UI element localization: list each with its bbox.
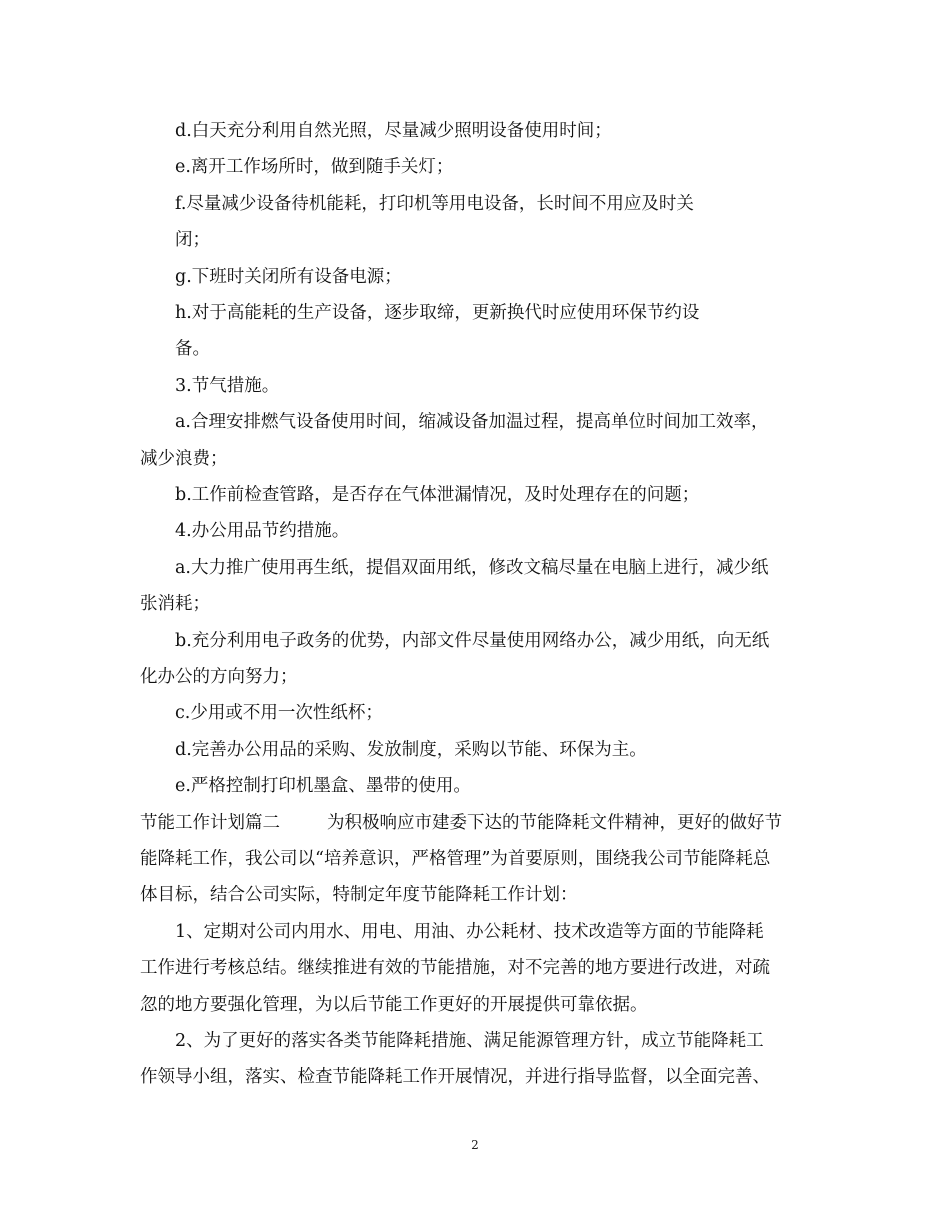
text-line: 体目标，结合公司实际，特制定年度节能降耗工作计划： bbox=[140, 885, 578, 905]
text-line: d.完善办公用品的采购、发放制度，采购以节能、环保为主。 bbox=[175, 740, 647, 760]
article-heading-row bbox=[140, 812, 782, 834]
section-heading: 4.办公用品节约措施。 bbox=[175, 521, 350, 541]
text-line: 闭； bbox=[175, 230, 210, 250]
text-line: 化办公的方向努力； bbox=[140, 667, 298, 687]
page-number: 2 bbox=[471, 1138, 479, 1152]
text-line: 忽的地方要强化管理，为以后节能工作更好的开展提供可靠依据。 bbox=[140, 995, 648, 1015]
article-title: 节能工作计划篇二 bbox=[140, 813, 280, 833]
text-line: c.少用或不用一次性纸杯； bbox=[175, 703, 383, 723]
section-heading: 3.节气措施。 bbox=[175, 376, 280, 396]
text-line: a.合理安排燃气设备使用时间，缩减设备加温过程，提高单位时间加工效率， bbox=[175, 412, 769, 432]
text-line: a.大力推广使用再生纸，提倡双面用纸，修改文稿尽量在电脑上进行，减少纸 bbox=[175, 558, 769, 578]
article-intro: 为积极响应市建委下达的节能降耗文件精神，更好的做好节 bbox=[327, 813, 782, 833]
text-line: 能降耗工作，我公司以“培养意识，严格管理”为首要原则，围绕我公司节能降耗总 bbox=[140, 849, 771, 869]
text-line: b.工作前检查管路，是否存在气体泄漏情况，及时处理存在的问题； bbox=[175, 485, 700, 505]
text-line: g.下班时关闭所有设备电源； bbox=[175, 267, 402, 287]
text-line: 减少浪费； bbox=[140, 449, 228, 469]
text-line: e.离开工作场所时，做到随手关灯； bbox=[175, 157, 454, 177]
text-line: h.对于高能耗的生产设备，逐步取缔，更新换代时应使用环保节约设 bbox=[175, 303, 700, 323]
text-line: 作领导小组，落实、检查节能降耗工作开展情况，并进行指导监督，以全面完善、 bbox=[140, 1067, 770, 1087]
text-line: f.尽量减少设备待机能耗，打印机等用电设备，长时间不用应及时关 bbox=[175, 194, 694, 214]
text-line: 备。 bbox=[175, 339, 210, 359]
text-line: e.严格控制打印机墨盒、墨带的使用。 bbox=[175, 776, 471, 796]
text-line: 1、定期对公司内用水、用电、用油、办公耗材、技术改造等方面的节能降耗 bbox=[175, 922, 764, 942]
text-line: 2、为了更好的落实各类节能降耗措施、满足能源管理方针，成立节能降耗工 bbox=[175, 1031, 764, 1051]
text-line: d.白天充分利用自然光照，尽量减少照明设备使用时间； bbox=[175, 121, 612, 141]
text-line: 工作进行考核总结。继续推进有效的节能措施，对不完善的地方要进行改进，对疏 bbox=[140, 958, 770, 978]
text-line: 张消耗； bbox=[140, 594, 210, 614]
text-line: b.充分利用电子政务的优势，内部文件尽量使用网络办公，减少用纸，向无纸 bbox=[175, 631, 770, 651]
